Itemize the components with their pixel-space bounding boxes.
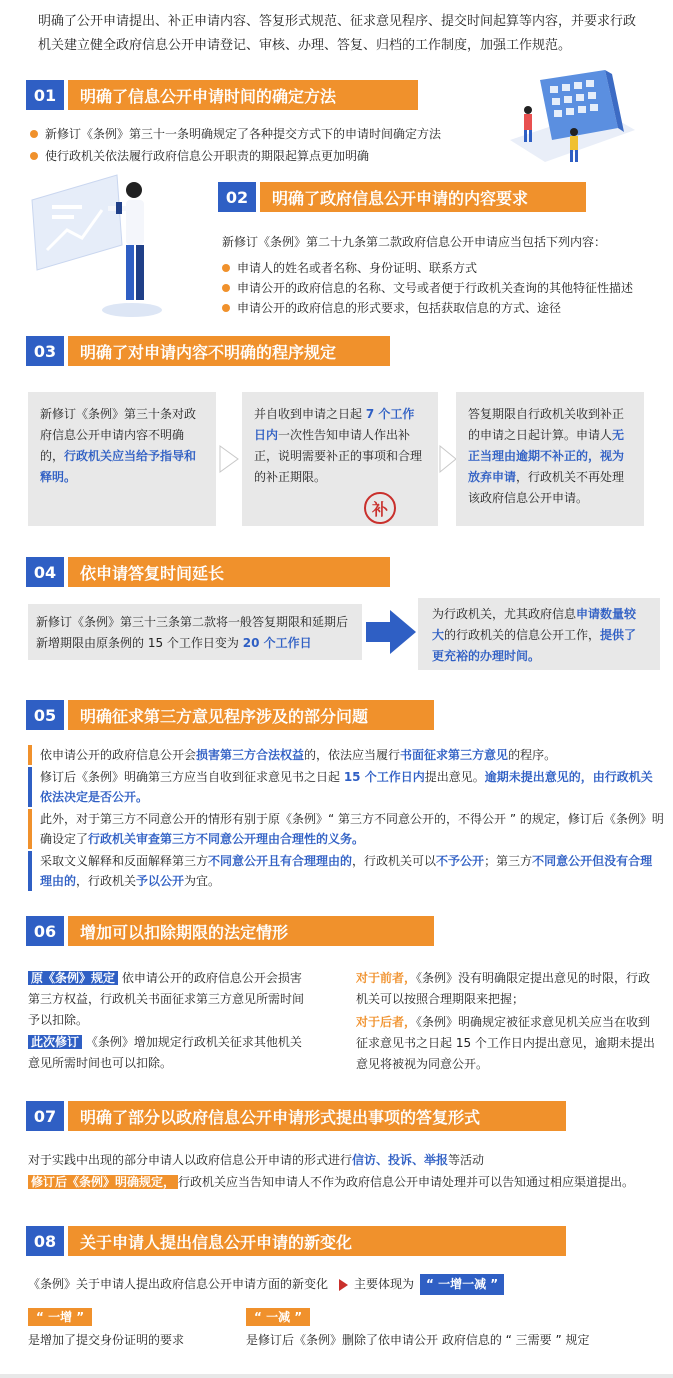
section-07-line1: 对于实践中出现的部分申请人以政府信息公开申请的形式进行信访、投诉、举报等活动 xyxy=(28,1153,485,1167)
section-title: 依申请答复时间延长 xyxy=(68,557,390,587)
list-item: 申请公开的政府信息的名称、文号或者便于行政机关查询的其他特征性描述 xyxy=(222,278,633,298)
list-item: 此外，对于第三方不同意公开的情形有别于原《条例》“ 第三方不同意公开的，不得公开 ” 的规定，修订后《条例》明确设定了行政机关审查第三方不同意公开理由合理性的义务。 xyxy=(28,809,664,849)
extension-right-box: 为行政机关，尤其政府信息申请数量较大的行政机关的信息公开工作，提供了更充裕的办理时间。 xyxy=(418,598,660,670)
zeng-text: 是增加了提交身份证明的要求 xyxy=(28,1333,185,1347)
section-title: 明确了信息公开申请时间的确定方法 xyxy=(68,80,418,110)
info-box-2: 并自收到申请之日起 7 个工作日内一次性告知申请人作出补正，说明需要补正的事项和合理的补正期限。 xyxy=(242,392,438,526)
list-item: 使行政机关依法履行政府信息公开职责的期限起算点更加明确 xyxy=(30,146,369,166)
arrow-right-icon xyxy=(218,444,240,474)
triangle-right-icon xyxy=(336,1278,350,1292)
info-box-3: 答复期限自行政机关收到补正的申请之日起计算。申请人无正当理由逾期不补正的，视为放弃申请，行政机关不再处理该政府信息公开申请。 xyxy=(456,392,644,526)
section-07-header xyxy=(26,1101,566,1131)
section-title: 关于申请人提出信息公开申请的新变化 xyxy=(68,1226,566,1256)
section-number: 03 xyxy=(26,336,64,366)
former-case-text: 对于前者，《条例》没有明确限定提出意见的时限，行政机关可以按照合理期限来把握； xyxy=(356,971,651,1006)
section-06-header xyxy=(26,916,434,946)
one-add-one-minus-badge: “ 一增一减 ” xyxy=(420,1274,504,1295)
zeng-tag: “ 一增 ” xyxy=(28,1308,92,1326)
list-item: 修订后《条例》明确第三方应当自收到征求意见书之日起 15 个工作日内提出意见。逾期未提出意见的，由行政机关依法决定是否公开。 xyxy=(28,767,664,807)
latter-case-text: 对于后者，《条例》明确规定被征求意见机关应当在收到征求意见书之日起 15 个工作日内提出意见，逾期未提出意见将被视为同意公开。 xyxy=(356,1015,655,1071)
section-number: 05 xyxy=(26,700,64,730)
section-title: 明确了政府信息公开申请的内容要求 xyxy=(260,182,586,212)
list-item: 依申请公开的政府信息公开会损害第三方合法权益的，依法应当履行书面征求第三方意见的程序。 xyxy=(28,745,658,765)
section-number: 07 xyxy=(26,1101,64,1131)
list-item: 采取文义解释和反面解释第三方不同意公开且有合理理由的，行政机关可以不予公开；第三方不同意公开但没有合理理由的，行政机关予以公开为宜。 xyxy=(28,851,664,891)
jian-tag: “ 一减 ” xyxy=(246,1308,310,1326)
section-07-line2: 修订后《条例》明确规定， 行政机关应当告知申请人不作为政府信息公开申请处理并可以告知通过相应渠道提出。 xyxy=(28,1172,668,1193)
section-03-header xyxy=(26,336,390,366)
bullet-dot-icon xyxy=(30,152,38,160)
intro-paragraph: 明确了公开申请提出、补正申请内容、答复形式规范、征求意见程序、提交时间起算等内容，并要求行政机关建立健全政府信息公开申请登记、审核、办理、答复、归档的工作制度，加强工作规范。 xyxy=(38,14,637,53)
section-02-lead: 新修订《条例》第二十九条第二款政府信息公开申请应当包括下列内容： xyxy=(222,235,607,249)
stamp-icon: 补 xyxy=(364,492,396,524)
section-number: 08 xyxy=(26,1226,64,1256)
list-item: 申请公开的政府信息的形式要求，包括获取信息的方式、途径 xyxy=(222,298,561,318)
section-number: 01 xyxy=(26,80,64,110)
section-08-lead: 《条例》关于申请人提出政府信息公开申请方面的新变化 主要体现为 “ 一增一减 ” xyxy=(28,1274,504,1295)
arrow-right-icon xyxy=(438,444,458,474)
info-box-1: 新修订《条例》第三十条对政府信息公开申请内容不明确的，行政机关应当给予指导和释明。 xyxy=(28,392,216,526)
list-item: 申请人的姓名或者名称、身份证明、联系方式 xyxy=(222,258,477,278)
list-item: 新修订《条例》第三十一条明确规定了各种提交方式下的申请时间确定方法 xyxy=(30,124,441,144)
section-05-header xyxy=(26,700,434,730)
bottom-divider xyxy=(0,1374,673,1378)
section-title: 增加可以扣除期限的法定情形 xyxy=(68,916,434,946)
revision-text: 此次修订 《条例》增加规定行政机关征求其他机关意见所需时间也可以扣除。 xyxy=(28,1035,302,1070)
calendar-illustration-icon xyxy=(500,70,640,170)
bullet-dot-icon xyxy=(222,304,230,312)
section-title: 明确了对申请内容不明确的程序规定 xyxy=(68,336,390,366)
section-title: 明确征求第三方意见程序涉及的部分问题 xyxy=(68,700,434,730)
section-04-header xyxy=(26,557,390,587)
original-rule-text: 原《条例》规定 依申请公开的政府信息公开会损害第三方权益，行政机关书面征求第三方意见所需时间予以扣除。 xyxy=(28,971,305,1027)
bullet-dot-icon xyxy=(222,284,230,292)
section-number: 02 xyxy=(218,182,256,212)
section-08-header xyxy=(26,1226,566,1256)
bullet-dot-icon xyxy=(222,264,230,272)
jian-text: 是修订后《条例》删除了依申请公开 政府信息的 “ 三需要 ” 规定 xyxy=(246,1333,590,1347)
bullet-dot-icon xyxy=(30,130,38,138)
arrow-right-icon xyxy=(366,610,416,654)
extension-left-box: 新修订《条例》第三十三条第二款将一般答复期限和延期后新增期限由原条例的 15 个工作日变为 20 个工作日 xyxy=(28,604,362,660)
section-02-header xyxy=(218,182,586,212)
section-title: 明确了部分以政府信息公开申请形式提出事项的答复形式 xyxy=(68,1101,566,1131)
section-number: 04 xyxy=(26,557,64,587)
presenter-illustration-icon xyxy=(22,170,172,320)
section-number: 06 xyxy=(26,916,64,946)
section-01-header xyxy=(26,80,418,110)
